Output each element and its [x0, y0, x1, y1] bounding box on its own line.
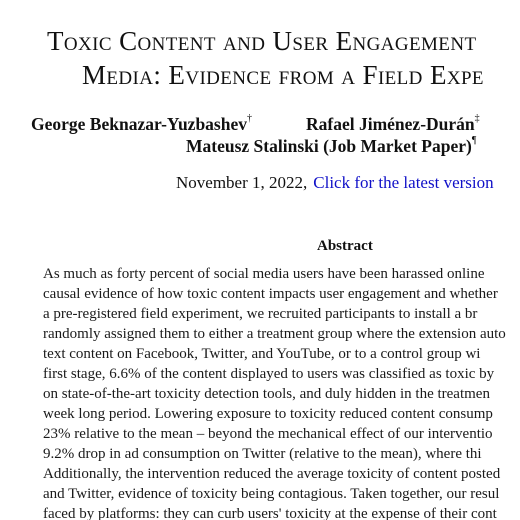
author-3-name: Mateusz Stalinski (Job Market Paper) — [186, 136, 472, 156]
abstract-line: text content on Facebook, Twitter, and YouTube, or to a control group wi — [43, 346, 481, 362]
author-1 — [31, 114, 252, 135]
abstract-line: 23% relative to the mean – beyond the mechanical effect of our interventio — [43, 426, 493, 442]
abstract-line: a pre-registered field experiment, we recruited participants to install a br — [43, 306, 478, 322]
abstract-line: As much as forty percent of social media users have been harassed online — [43, 266, 485, 282]
abstract-line: 9.2% drop in ad consumption on Twitter (relative to the mean), where thi — [43, 446, 482, 462]
author-3-footnote-mark[interactable]: ¶ — [471, 135, 477, 147]
author-1-name: George Beknazar-Yuzbashev — [31, 114, 247, 134]
paper-title-line-1: Toxic Content and User Engagement — [47, 26, 477, 56]
paper-title-line-2: Media: Evidence from a Field Expe — [82, 60, 484, 90]
author-1-footnote-mark[interactable]: † — [246, 113, 252, 125]
paper-date: November 1, 2022, — [176, 173, 308, 192]
abstract-line: and Twitter, evidence of toxicity being contagious. Taken together, our resul — [43, 486, 500, 502]
author-2-name: Rafael Jiménez-Durán — [306, 114, 475, 134]
date-line — [176, 173, 494, 193]
abstract-line: first stage, 6.6% of the content displayed to users was classified as toxic by — [43, 366, 495, 382]
abstract-line: Additionally, the intervention reduced the average toxicity of content posted — [43, 466, 501, 482]
abstract-line: on state-of-the-art toxicity detection tools, and duly hidden in the treatmen — [43, 386, 490, 402]
abstract-line: causal evidence of how toxic content impacts user engagement and whether — [43, 286, 498, 302]
author-2 — [306, 114, 480, 135]
author-2-footnote-mark[interactable]: ‡ — [474, 113, 480, 125]
abstract-line: randomly assigned them to either a treatment group where the extension auto — [43, 326, 506, 342]
abstract-heading: Abstract — [317, 238, 373, 254]
abstract-line: week long period. Lowering exposure to toxicity reduced content consump — [43, 406, 493, 422]
latest-version-link[interactable]: Click for the latest version — [313, 173, 494, 192]
author-3 — [186, 136, 476, 157]
abstract-line: faced by platforms: they can curb users' toxicity at the expense of their cont — [43, 506, 497, 520]
